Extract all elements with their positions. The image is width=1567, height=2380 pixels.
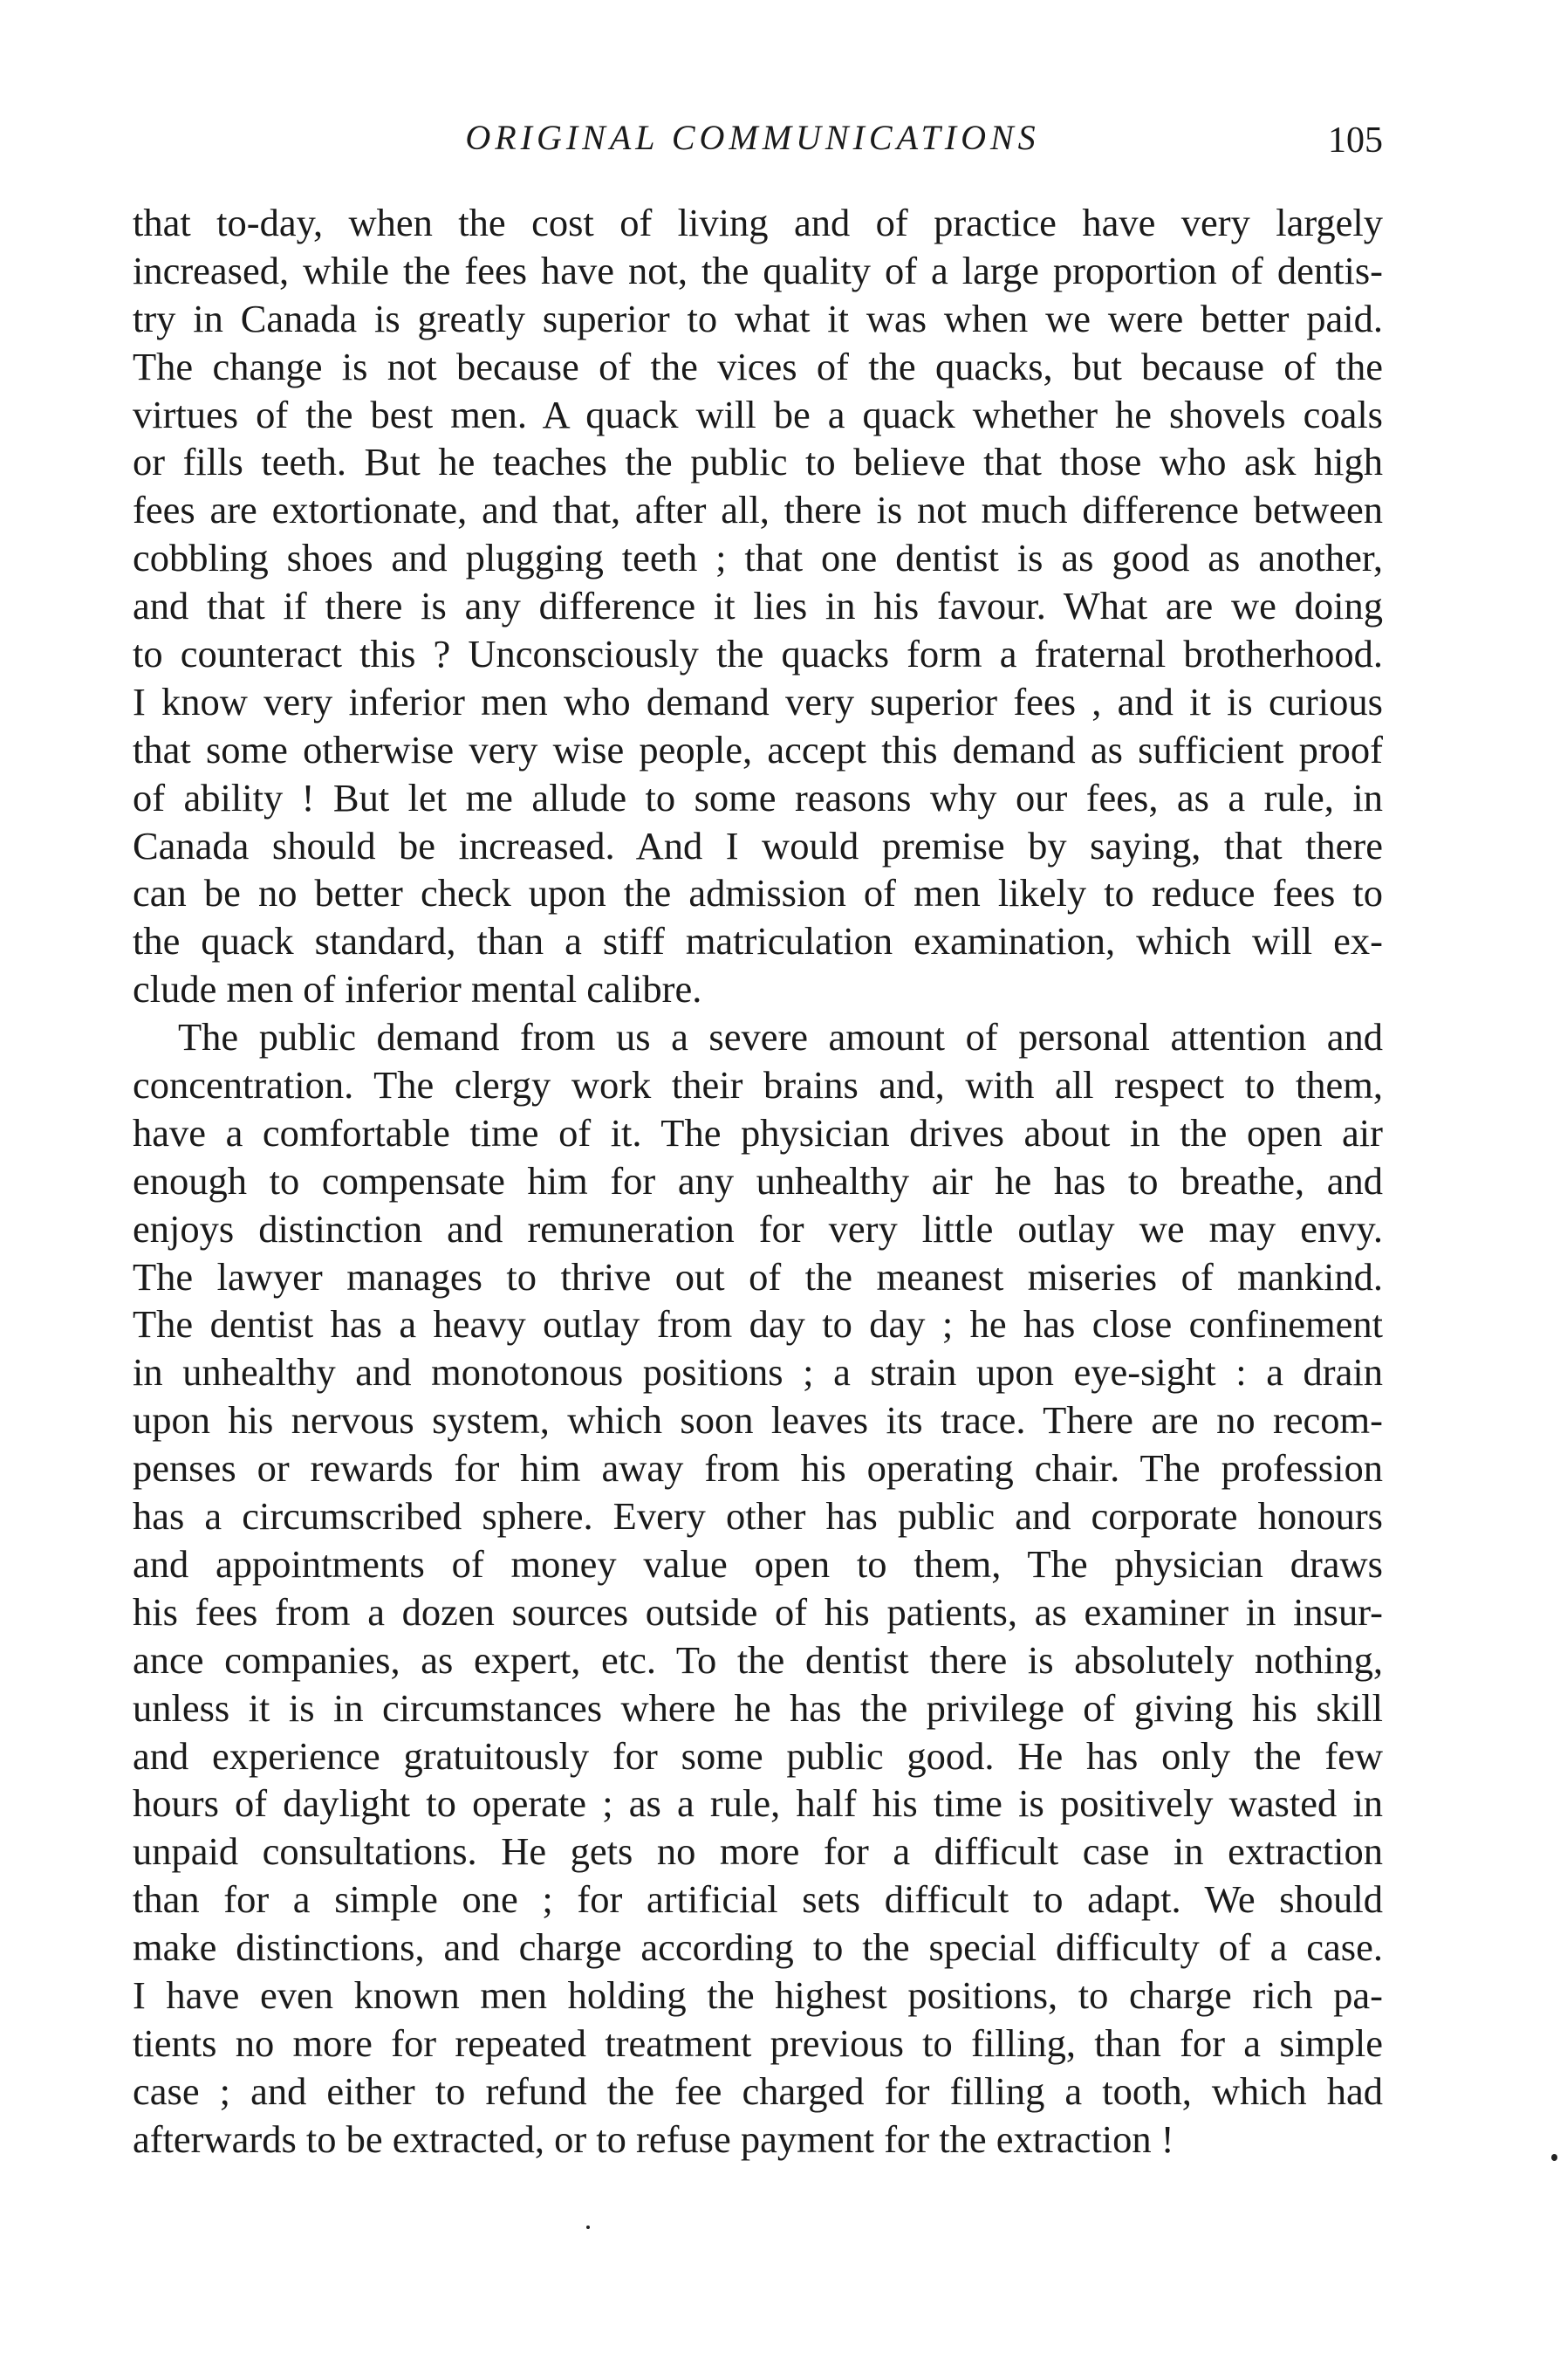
text-line: tients no more for repeated treatment previous to filling, than for a simple (133, 2020, 1383, 2065)
text-line: The lawyer manages to thrive out of the meanest miseries of mankind. (133, 1254, 1383, 1299)
text-line: The dentist has a heavy outlay from day to day ; he has close confinement (133, 1302, 1383, 1347)
text-line: try in Canada is greatly superior to what it was when we were better paid. (133, 296, 1383, 340)
text-line: case ; and either to refund the fee charged for filling a tooth, which had (133, 2068, 1383, 2113)
text-line: concentration. The clergy work their brains and, with all respect to them, (133, 1063, 1383, 1108)
text-line: than for a simple one ; for artificial sets difficult to adapt. We should (133, 1877, 1383, 1922)
page-number: 105 (1328, 120, 1383, 161)
text-line: can be no better check upon the admission of men likely to reduce fees to (133, 871, 1383, 916)
text-line: I know very inferior men who demand very superior fees , and it is curious (133, 679, 1383, 724)
text-line: his fees from a dozen sources outside of his patients, as examiner in insur- (133, 1589, 1383, 1634)
text-line: of ability ! But let me allude to some reasons why our fees, as a rule, in (133, 775, 1383, 820)
text-line: increased, while the fees have not, the quality of a large proportion of dentis- (133, 248, 1383, 292)
text-line: enough to compensate him for any unhealthy air he has to breathe, and (133, 1158, 1383, 1203)
text-line: that to-day, when the cost of living and of practice have very largely (133, 201, 1383, 244)
text-line: upon his nervous system, which soon leaves its trace. There are no recom- (133, 1398, 1383, 1443)
text-line: and that if there is any difference it lies in his favour. What are we doing (133, 584, 1383, 628)
paragraph (133, 199, 1383, 1013)
text-line: fees are extortionate, and that, after all, there is not much difference between (133, 488, 1383, 532)
text-line: the quack standard, than a stiff matriculation examination, which will ex- (133, 919, 1383, 964)
text-line: unpaid consultations. He gets no more for a difficult case in extraction (133, 1829, 1383, 1874)
text-line: Canada should be increased. And I would premise by saying, that there (133, 823, 1383, 868)
text-line: virtues of the best men. A quack will be a quack whether he shovels coals (133, 392, 1383, 436)
text-line: enjoys distinction and remuneration for very little outlay we may envy. (133, 1206, 1383, 1251)
text-line: make distinctions, and charge according to the special difficulty of a case. (133, 1925, 1383, 1970)
text-line: The public demand from us a severe amount of personal attention and (178, 1015, 1383, 1060)
text-line: I have even known men holding the highest positions, to charge rich pa- (133, 1972, 1383, 2017)
text-line: to counteract this ? Unconsciously the quacks form a fraternal brotherhood. (133, 632, 1383, 676)
text-line: have a comfortable time of it. The physician drives about in the open air (133, 1110, 1383, 1155)
text-line: clude men of inferior mental calibre. (133, 967, 702, 1012)
paragraph (133, 1013, 1383, 2163)
stray-ink-mark (1551, 2154, 1557, 2161)
text-line: The change is not because of the vices of the quacks, but because of the (133, 344, 1383, 388)
text-line: hours of daylight to operate ; as a rule, half his time is positively wasted in (133, 1781, 1383, 1826)
body-text (133, 199, 1383, 2164)
stray-ink-mark (586, 2226, 590, 2229)
text-line: afterwards to be extracted, or to refuse payment for the extraction ! (133, 2116, 1174, 2161)
text-line: in unhealthy and monotonous positions ; a strain upon eye-sight : a drain (133, 1350, 1383, 1395)
text-line: ance companies, as expert, etc. To the dentist there is absolutely nothing, (133, 1637, 1383, 1682)
text-line: unless it is in circumstances where he has the privilege of giving his skill (133, 1685, 1383, 1730)
text-line: penses or rewards for him away from his operating chair. The profession (133, 1446, 1383, 1491)
text-line: and experience gratuitously for some public good. He has only the few (133, 1733, 1383, 1778)
running-title: ORIGINAL COMMUNICATIONS (465, 118, 1040, 157)
text-line: has a circumscribed sphere. Every other has public and corporate honours (133, 1494, 1383, 1539)
text-line: or fills teeth. But he teaches the public to believe that those who ask high (133, 440, 1383, 484)
text-line: that some otherwise very wise people, accept this demand as sufficient proof (133, 727, 1383, 772)
text-line: cobbling shoes and plugging teeth ; that one dentist is as good as another, (133, 536, 1383, 580)
running-head (122, 112, 1383, 164)
text-line: and appointments of money value open to them, The physician draws (133, 1541, 1383, 1586)
